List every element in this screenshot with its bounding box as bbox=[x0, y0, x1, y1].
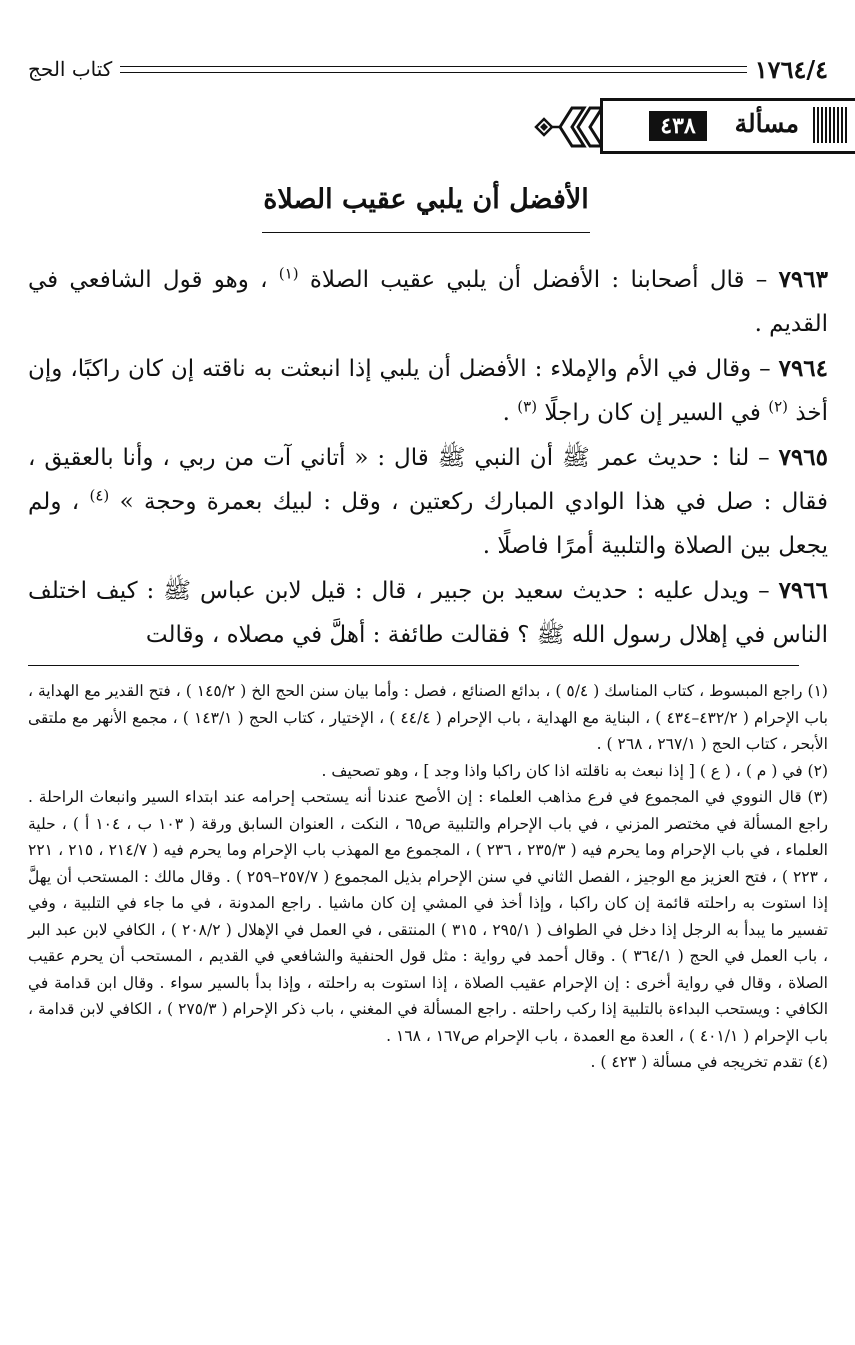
footnote-3: (٣) قال النووي في المجموع في فرع مذاهب العلماء : إن الأصح عندنا أنه يستحب إحرامه عند ابتداء السير وانبعاث الراحلة . راجع المسألة في مختصر المزني ، في باب الإحرام والتلبية ص٦٥ ، النكت ، العنوان السابق ورقة ( ١٠٣ ب ، ١٠٤ أ ) ، حلية العلماء ، في باب الإحرام وما يحرم فيه ( ٢٣٥/٣ ، ٢٣٦ ) ، المجموع مع المهذب باب الإحرام وما يحرم فيه ( ٢١٤/٧ ، ٢١٥ ، ٢٢١ ، ٢٢٣ ) ، فتح العزيز مع الوجيز ، الفصل الثاني في سنن الإحرام بذيل المجموع ( ٢٥٧/٧–٢٥٩ ) . وقال مالك : المستحب أن يهلَّ إذا استوت به راحلته قائمة إن كان راكبا ، وإذا أخذ في المشي إن كان ماشيا . راجع المدونة ، في ما جاء في التلبية ، وفي تفسير ما يبدأ به الرجل إذا دخل في الطواف ( ٢٩٥/١ ، ٣١٥ ) المنتقى ، في العمل في الإهلال ( ٢٠٨/٢ ) ، الكافي لابن عبد البر ، باب العمل في الحج ( ٣٦٤/١ ) . وقال أحمد في رواية : مثل قول الحنفية والشافعي في القديم ، المستحب أن يحرم عقيب الصلاة ، وقال في رواية أخرى : إن الإحرام عقيب الصلاة ، إذا استوت به راحلته ، وإذا بدأ بالسير سواء . وقال ابن قدامة في الكافي : ويستحب البداءة بالتلبية إذا ركب راحلته . راجع المسألة في المغني ، باب ذكر الإحرام ( ٢٧٥/٣ ) ، الكافي لابن قدامة ، باب الإحرام ( ٤٠١/١ ) ، العدة مع العمدة ، باب الإحرام ص١٦٧ ، ١٦٨ . bbox=[28, 788, 829, 1045]
paragraph bbox=[28, 258, 828, 346]
paragraph-text: – ويدل عليه : حديث سعيد بن جبير ، قال : قيل لابن عباس ﷺ : كيف اختلف الناس في إهلال رسول الله ﷺ ؟ فقالت طائفة : أهلَّ في مصلاه ، وقالت bbox=[28, 578, 828, 648]
paragraph-number: ٧٩٦٥ bbox=[778, 444, 828, 471]
paragraph bbox=[28, 347, 828, 435]
footnote-marker[interactable]: (٢) bbox=[768, 397, 788, 416]
paragraph-number: ٧٩٦٣ bbox=[778, 266, 828, 293]
page-reference: ١٧٦٤/٤ bbox=[754, 54, 828, 84]
paragraph-text: – وقال في الأم والإملاء : الأفضل أن يلبي إذا انبعثت به ناقته إن كان راكبًا، وإن أخذ bbox=[28, 356, 828, 426]
paragraph-text: ، وهو قول الشافعي في القديم . bbox=[28, 267, 828, 337]
footnote-4: (٤) تقدم تخريجه في مسألة ( ٤٢٣ ) . bbox=[590, 1053, 828, 1071]
heading-underline bbox=[262, 232, 590, 233]
paragraph-text: . bbox=[502, 400, 510, 426]
footnote-marker[interactable]: (٤) bbox=[89, 486, 110, 505]
paragraph-text: – قال أصحابنا : الأفضل أن يلبي عقيب الصلاة bbox=[309, 267, 768, 293]
main-text bbox=[28, 258, 828, 658]
footnote-1: (١) راجع المبسوط ، كتاب المناسك ( ٥/٤ ) ، بدائع الصنائع ، فصل : وأما بيان سنن الحج الخ ( ١٤٥/٢ ) ، فتح القدير مع الهداية ، باب الإحرام ( ٤٣٢/٢–٤٣٤ ) ، البناية مع الهداية ، باب الإحرام ( ٤٤/٤ ) ، الإختيار ، كتاب الحج ( ١٤٣/١ ) ، مجمع الأنهر مع ملتقى الأبحر ، كتاب الحج ( ٢٦٧/١ ، ٢٦٨ ) . bbox=[28, 682, 828, 753]
footnote-marker[interactable]: (١) bbox=[278, 264, 299, 283]
masala-banner bbox=[534, 98, 855, 156]
banner-bars-ornament bbox=[813, 107, 849, 143]
paragraph-text: ، ولم يجعل بين الصلاة والتلبية أمرًا فاصلًا . bbox=[28, 489, 828, 559]
header-double-rule bbox=[120, 66, 746, 73]
running-header bbox=[28, 52, 828, 86]
paragraph bbox=[28, 569, 828, 657]
footnote-separator bbox=[28, 665, 799, 666]
footnote-marker[interactable]: (٣) bbox=[517, 397, 538, 416]
footnote-2: (٢) في ( م ) ، ( ع ) [ إذا نبعث به ناقلته اذا كان راكبا واذا وجد ] ، وهو تصحيف . bbox=[321, 761, 828, 780]
paragraph-number: ٧٩٦٦ bbox=[778, 577, 828, 604]
paragraph-text: في السير إن كان راجلًا bbox=[544, 400, 761, 426]
section-heading: الأفضل أن يلبي عقيب الصلاة bbox=[263, 184, 589, 215]
paragraph bbox=[28, 436, 828, 568]
paragraph-text: – لنا : حديث عمر ﷺ أن النبي ﷺ قال : « أتاني آت من ربي ، وأنا بالعقيق ، فقال : صل في هذا الوادي المبارك ركعتين ، وقل : لبيك بعمرة وحجة » bbox=[28, 445, 829, 515]
footnotes bbox=[28, 678, 828, 1076]
paragraph-number: ٧٩٦٤ bbox=[778, 355, 829, 382]
book-title: كتاب الحج bbox=[28, 57, 113, 81]
masala-label: مسألة bbox=[734, 109, 799, 138]
masala-number: ٤٣٨ bbox=[649, 111, 707, 141]
